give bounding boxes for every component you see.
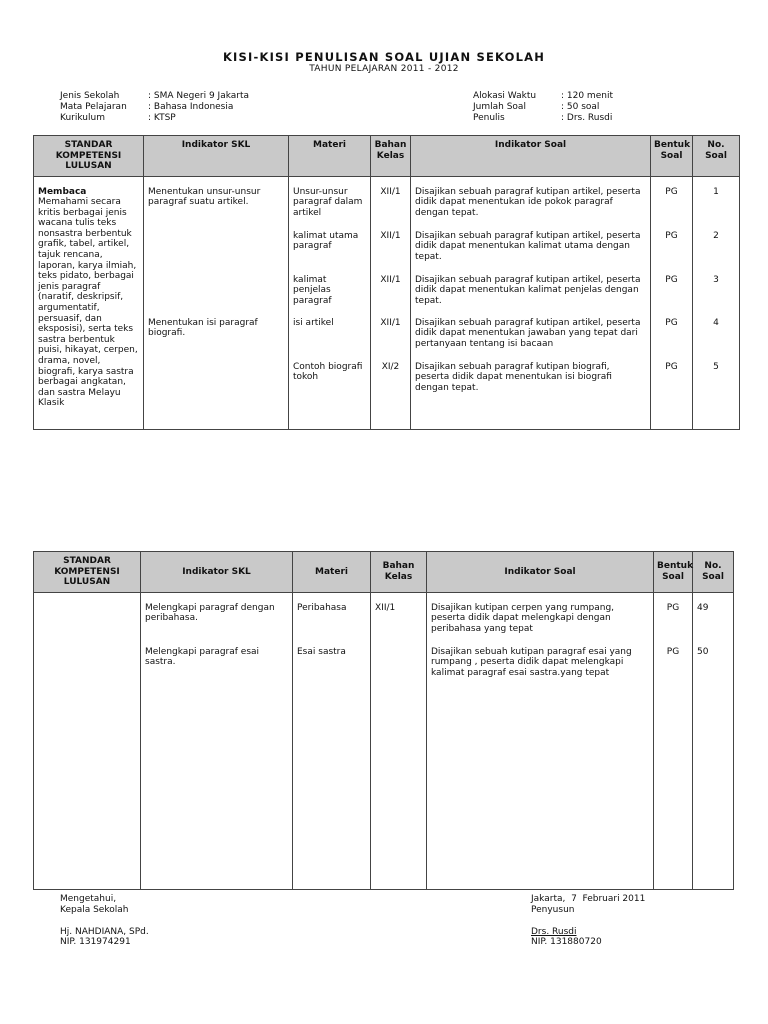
kelas-item: XII/1 bbox=[380, 186, 401, 197]
kisi-kisi-table-1 bbox=[33, 135, 740, 430]
table-header-row bbox=[34, 552, 734, 593]
no-soal-item: 3 bbox=[713, 274, 719, 285]
bentuk-item: PG bbox=[666, 602, 680, 613]
bentuk-soal-cell bbox=[654, 592, 693, 889]
no-soal-item: 50 bbox=[697, 646, 709, 657]
meta-label: Alokasi Waktu bbox=[473, 91, 537, 101]
column-header-bentuk-soal: Bentuk Soal bbox=[651, 136, 693, 177]
column-header-no-soal: No. Soal bbox=[693, 552, 734, 593]
meta-row-alokasi-waktu bbox=[473, 91, 613, 102]
skl-heading: Membaca bbox=[38, 186, 87, 197]
document-subtitle: TAHUN PELAJARAN 2011 - 2012 bbox=[309, 64, 459, 74]
indikator-skl-item: Melengkapi paragraf dengan peribahasa. bbox=[145, 602, 275, 624]
skl-cell bbox=[34, 176, 144, 429]
footer-mengetahui: Mengetahui, bbox=[60, 894, 117, 904]
meta-value: : 120 menit bbox=[561, 91, 613, 101]
materi-item: Esai sastra bbox=[297, 646, 346, 657]
indikator-soal-item: Disajikan sebuah paragraf kutipan biografi, peserta didik dapat menentukan isi biografi dengan tepat. bbox=[415, 361, 612, 393]
materi-item: kalimat penjelas paragraf bbox=[293, 274, 332, 306]
bentuk-item: PG bbox=[665, 186, 678, 197]
bahan-kelas-cell bbox=[371, 592, 427, 889]
bentuk-item: PG bbox=[665, 230, 678, 241]
no-soal-item: 1 bbox=[713, 186, 719, 197]
indikator-skl-item: Menentukan isi paragraf biografi. bbox=[148, 317, 258, 339]
bentuk-item: PG bbox=[665, 361, 678, 372]
no-soal-cell bbox=[693, 176, 740, 429]
column-header-indikator-soal: Indikator Soal bbox=[427, 552, 654, 593]
meta-label: Mata Pelajaran bbox=[60, 102, 127, 113]
meta-row-mata-pelajaran bbox=[60, 102, 249, 113]
footer-kepala-name: Hj. NAHDIANA, SPd. bbox=[60, 926, 149, 937]
column-header-bahan-kelas: Bahan Kelas bbox=[371, 136, 411, 177]
materi-item: isi artikel bbox=[293, 317, 334, 328]
meta-row-kurikulum bbox=[60, 113, 249, 124]
table-row bbox=[34, 592, 734, 889]
meta-value: : Bahasa Indonesia bbox=[148, 102, 234, 113]
indikator-soal-item: Disajikan sebuah paragraf kutipan artikel, peserta didik dapat menentukan jawaban yang tepat dari pertanyaan tentang isi bacaan bbox=[415, 317, 641, 349]
column-header-bentuk-soal: Bentuk Soal bbox=[654, 552, 693, 593]
materi-item: kalimat utama paragraf bbox=[293, 230, 359, 252]
meta-label: Kurikulum bbox=[60, 113, 105, 124]
indikator-soal-item: Disajikan sebuah kutipan paragraf esai yang rumpang , peserta didik dapat melengkapi kalimat paragraf esai sastra.yang tepat bbox=[431, 646, 632, 678]
indikator-soal-item: Disajikan sebuah paragraf kutipan artikel, peserta didik dapat menentukan ide pokok paragraf dengan tepat. bbox=[415, 186, 641, 218]
skl-cell bbox=[34, 592, 141, 889]
kelas-item: XII/1 bbox=[380, 230, 401, 241]
column-header-skl: STANDAR KOMPETENSI LULUSAN bbox=[34, 136, 144, 177]
materi-cell bbox=[289, 176, 371, 429]
column-header-indikator-skl: Indikator SKL bbox=[144, 136, 289, 177]
meta-left bbox=[60, 91, 249, 125]
meta-label: Jenis Sekolah bbox=[60, 91, 120, 101]
meta-row-penulis bbox=[473, 113, 613, 124]
kelas-item: XII/1 bbox=[380, 274, 401, 285]
no-soal-cell bbox=[693, 592, 734, 889]
column-header-bahan-kelas: Bahan Kelas bbox=[371, 552, 427, 593]
indikator-skl-cell bbox=[144, 176, 289, 429]
materi-item: Unsur-unsur paragraf dalam artikel bbox=[293, 186, 363, 218]
meta-label: Penulis bbox=[473, 113, 505, 124]
table-header-row bbox=[34, 136, 740, 177]
kisi-kisi-table-2 bbox=[33, 551, 734, 890]
meta-value: : Drs. Rusdi bbox=[561, 113, 613, 124]
document-title: KISI-KISI PENULISAN SOAL UJIAN SEKOLAH bbox=[222, 50, 546, 64]
footer-jabatan: Kepala Sekolah bbox=[60, 904, 129, 915]
meta-value: : SMA Negeri 9 Jakarta bbox=[148, 91, 250, 101]
footer-penyusun-nip: NIP. 131880720 bbox=[531, 937, 602, 948]
meta-value: : 50 soal bbox=[561, 102, 600, 113]
meta-row-jenis-sekolah bbox=[60, 91, 249, 102]
kelas-item: XII/1 bbox=[380, 317, 401, 328]
materi-item: Contoh biografi tokoh bbox=[293, 361, 363, 383]
table-row bbox=[34, 176, 740, 429]
bahan-kelas-cell bbox=[371, 176, 411, 429]
footer-penyusun: Penyusun bbox=[531, 904, 575, 915]
column-header-indikator-skl: Indikator SKL bbox=[141, 552, 293, 593]
indikator-soal-item: Disajikan sebuah paragraf kutipan artikel, peserta didik dapat menentukan kalimat utama dengan tepat. bbox=[415, 230, 641, 262]
column-header-no-soal: No. Soal bbox=[693, 136, 740, 177]
bentuk-item: PG bbox=[665, 274, 678, 285]
no-soal-item: 4 bbox=[713, 317, 719, 328]
bentuk-soal-cell bbox=[651, 176, 693, 429]
footer-right bbox=[531, 894, 645, 948]
footer-kepala-nip: NIP. 131974291 bbox=[60, 937, 131, 948]
footer-penyusun-name: Drs. Rusdi bbox=[531, 926, 577, 937]
no-soal-item: 2 bbox=[713, 230, 719, 241]
indikator-soal-item: Disajikan sebuah paragraf kutipan artikel, peserta didik dapat menentukan kalimat penjelas dengan tepat. bbox=[415, 274, 641, 306]
column-header-materi: Materi bbox=[293, 552, 371, 593]
materi-cell bbox=[293, 592, 371, 889]
indikator-soal-cell bbox=[411, 176, 651, 429]
skl-text: Memahami secara kritis berbagai jenis wacana tulis teks nonsastra berbentuk grafik, tabel, artikel, tajuk rencana, laporan, karya ilmiah, teks pidato, berbagai jenis paragraf (naratif, deskripsif, argumentatif, persuasif, dan eksposisi), serta teks sastra berbentuk puisi, hikayat, cerpen, drama, novel, biografi, karya sastra berbagai angkatan, dan sastra Melayu Klasik bbox=[38, 197, 138, 409]
materi-item: Peribahasa bbox=[297, 602, 347, 613]
meta-label: Jumlah Soal bbox=[473, 102, 526, 113]
indikator-skl-cell bbox=[141, 592, 293, 889]
meta-value: : KTSP bbox=[148, 113, 176, 124]
column-header-skl: STANDAR KOMPETENSI LULUSAN bbox=[34, 552, 141, 593]
kelas-item: XII/1 bbox=[375, 602, 396, 613]
kelas-item: XI/2 bbox=[381, 361, 400, 372]
footer-left bbox=[60, 894, 149, 948]
footer-place-date: Jakarta, 7 Februari 2011 bbox=[531, 894, 646, 904]
indikator-soal-cell bbox=[427, 592, 654, 889]
indikator-soal-item: Disajikan kutipan cerpen yang rumpang, peserta didik dapat melengkapi dengan peribahasa yang tepat bbox=[431, 602, 615, 634]
bentuk-item: PG bbox=[665, 317, 678, 328]
no-soal-item: 49 bbox=[697, 602, 709, 613]
indikator-skl-item: Melengkapi paragraf esai sastra. bbox=[145, 646, 260, 668]
meta-row-jumlah-soal bbox=[473, 102, 613, 113]
bentuk-item: PG bbox=[666, 646, 680, 657]
meta-right bbox=[473, 91, 613, 125]
column-header-materi: Materi bbox=[289, 136, 371, 177]
indikator-skl-item: Menentukan unsur-unsur paragraf suatu artikel. bbox=[148, 186, 261, 208]
no-soal-item: 5 bbox=[713, 361, 719, 372]
column-header-indikator-soal: Indikator Soal bbox=[411, 136, 651, 177]
